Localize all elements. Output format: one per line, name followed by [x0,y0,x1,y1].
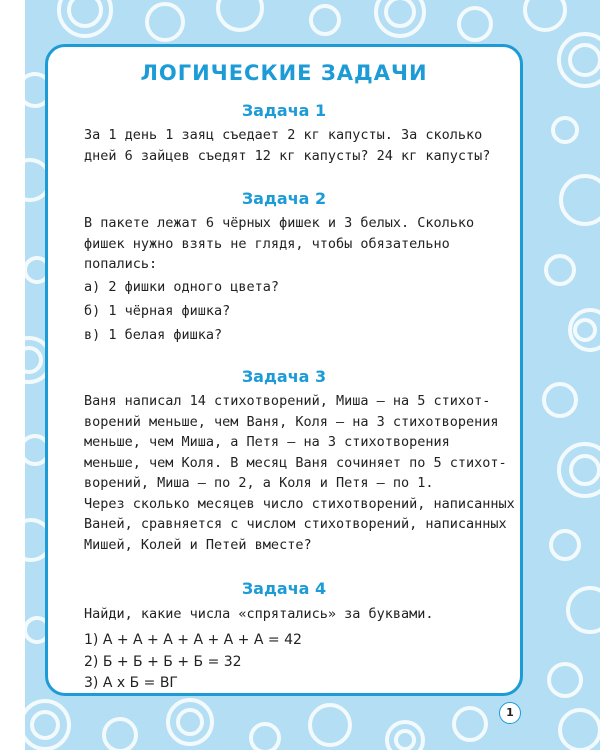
text-line: дней 6 зайцев съедят 12 кг капусты? 24 кг капусты? [84,147,491,164]
formula-line: 3) А х Б = ВГ [84,675,178,691]
task-4-text [84,604,504,625]
task-2-title: Задача 2 [241,189,327,208]
text-line: ворений, Миша — по 2, а Коля и Петя — по 1. [84,475,434,491]
content-card [45,44,523,696]
text-line: В пакете лежат 6 чёрных фишек и 3 белых. Сколько [84,215,475,231]
page-title: ЛОГИЧЕСКИЕ ЗАДАЧИ [140,61,428,85]
text-line: меньше, чем Миша, а Петя — на 3 стихотворения [84,434,450,450]
page-number-badge: 1 [499,702,521,724]
text-line: Найди, какие числа «спрятались» за буквами. [84,606,434,622]
task-1-title: Задача 1 [241,101,327,120]
task-4-formulas [84,630,302,695]
task-4-title: Задача 4 [241,579,327,598]
text-line: За 1 день 1 заяц съедает 2 кг капусты. За сколько [84,127,483,143]
task-2-option-a: а) 2 фишки одного цвета? [84,279,280,295]
task-2-option-b: б) 1 чёрная фишка? [84,303,231,319]
task-1-text [84,125,504,166]
text-line: Мишей, Колей и Петей вместе? [84,536,312,553]
text-line: Через сколько месяцев число стихотворений, написанных [84,495,515,512]
task-2-option-c: в) 1 белая фишка? [84,327,223,343]
task-2-text [84,213,504,275]
text-line: ворений меньше, чем Ваня, Коля — на 3 стихотворения [84,413,499,430]
formula-line: 1) А + А + А + А + А + А = 42 [84,632,302,648]
text-line: Ваня написал 14 стихотворений, Миша — на 5 стихот- [84,393,491,409]
task-3-title: Задача 3 [241,367,327,386]
text-line: фишек нужно взять не глядя, чтобы обязательно [84,235,450,252]
text-line: попались: [84,256,158,272]
text-line: Ваней, сравняется с числом стихотворений, написанных [84,516,507,532]
formula-line: 2) Б + Б + Б + Б = 32 [84,653,242,670]
task-3-text [84,391,515,555]
text-line: меньше, чем Коля. В месяц Ваня сочиняет по 5 стихот- [84,454,507,471]
